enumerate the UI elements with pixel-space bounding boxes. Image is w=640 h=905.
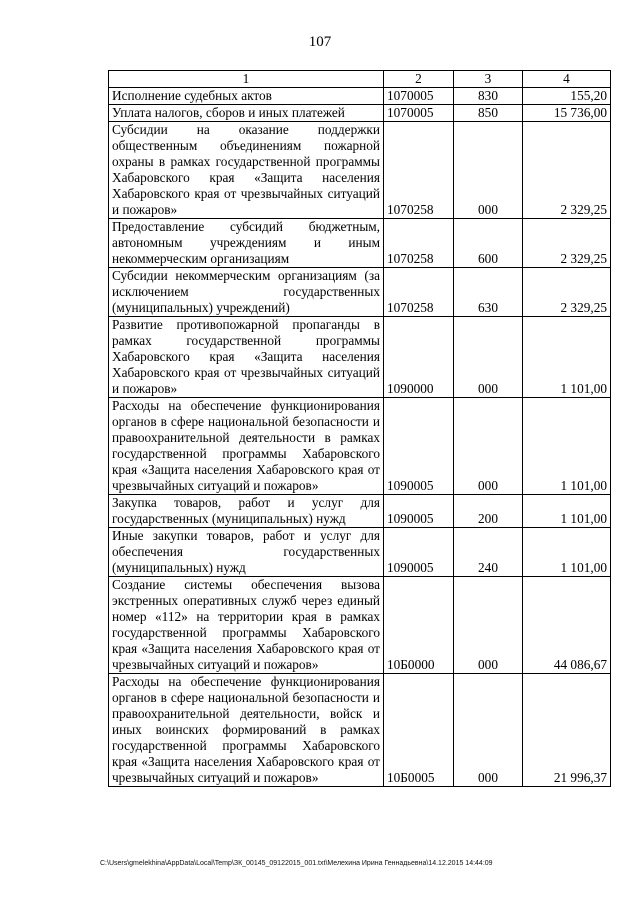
- column-header-type: 3: [454, 71, 523, 88]
- table-row: [109, 105, 611, 122]
- row-description: Уплата налогов, сборов и иных платежей: [109, 105, 384, 122]
- row-target-code: 10Б0005: [384, 674, 454, 787]
- row-expense-type: 000: [454, 674, 523, 787]
- table-row: [109, 219, 611, 268]
- row-expense-type: 830: [454, 88, 523, 105]
- row-description: Субсидии некоммерческим организациям (за исключением государственных (муниципальных) учреждений): [109, 268, 384, 317]
- row-description: Субсидии на оказание поддержки общественным объединениям пожарной охраны в рамках государственной программы Хабаровского края «Защита населения Хабаровского края от чрезвычайных ситуаций и пожаров»: [109, 122, 384, 219]
- column-header-code: 2: [384, 71, 454, 88]
- table-row: [109, 577, 611, 674]
- row-target-code: 1090000: [384, 317, 454, 398]
- row-description: Развитие противопожарной пропаганды в рамках государственной программы Хабаровского края «Защита населения Хабаровского края от чрезвычайных ситуаций и пожаров»: [109, 317, 384, 398]
- row-expense-type: 000: [454, 317, 523, 398]
- row-description: Предоставление субсидий бюджетным, автономным учреждениям и иным некоммерческим организациям: [109, 219, 384, 268]
- document-footer-path: C:\Users\gmelekhina\AppData\Local\Temp\ЗК_00145_09122015_001.txt\Мелехина Ирина Геннадьевна\14.12.2015 14:44:09: [100, 860, 493, 867]
- row-target-code: 1070005: [384, 88, 454, 105]
- row-expense-type: 000: [454, 577, 523, 674]
- table-row: [109, 88, 611, 105]
- row-amount: 21 996,37: [523, 674, 611, 787]
- table-row: [109, 495, 611, 528]
- row-description: Исполнение судебных актов: [109, 88, 384, 105]
- row-amount: 1 101,00: [523, 495, 611, 528]
- row-target-code: 1090005: [384, 495, 454, 528]
- row-expense-type: 200: [454, 495, 523, 528]
- row-target-code: 1070258: [384, 268, 454, 317]
- row-amount: 2 329,25: [523, 219, 611, 268]
- page-number: 107: [308, 34, 332, 50]
- row-target-code: 1070258: [384, 219, 454, 268]
- row-expense-type: 240: [454, 528, 523, 577]
- row-amount: 1 101,00: [523, 398, 611, 495]
- table-header-row: [109, 71, 611, 88]
- row-description: Создание системы обеспечения вызова экстренных оперативных служб через единый номер «112» на территории края в рамках государственной программы Хабаровского края «Защита населения Хабаровского края от чрезвычайных ситуаций и пожаров»: [109, 577, 384, 674]
- row-description: Иные закупки товаров, работ и услуг для обеспечения государственных (муниципальных) нужд: [109, 528, 384, 577]
- row-description: Закупка товаров, работ и услуг для государственных (муниципальных) нужд: [109, 495, 384, 528]
- table-row: [109, 268, 611, 317]
- table-row: [109, 317, 611, 398]
- row-amount: 15 736,00: [523, 105, 611, 122]
- row-target-code: 1070258: [384, 122, 454, 219]
- row-amount: 44 086,67: [523, 577, 611, 674]
- table-row: [109, 398, 611, 495]
- row-amount: 2 329,25: [523, 268, 611, 317]
- row-expense-type: 600: [454, 219, 523, 268]
- row-target-code: 1070005: [384, 105, 454, 122]
- row-description: Расходы на обеспечение функционирования органов в сфере национальной безопасности и правоохранительной деятельности, войск и иных воинских формирований в рамках государственной программы Хабаровского края «Защита населения Хабаровского края от чрезвычайных ситуаций и пожаров»: [109, 674, 384, 787]
- column-header-sum: 4: [523, 71, 611, 88]
- row-amount: 1 101,00: [523, 528, 611, 577]
- row-expense-type: 630: [454, 268, 523, 317]
- row-expense-type: 000: [454, 122, 523, 219]
- row-target-code: 1090005: [384, 528, 454, 577]
- row-expense-type: 850: [454, 105, 523, 122]
- row-target-code: 1090005: [384, 398, 454, 495]
- budget-table: [108, 70, 611, 787]
- row-description: Расходы на обеспечение функционирования органов в сфере национальной безопасности и правоохранительной деятельности в рамках государственной программы Хабаровского края «Защита населения Хабаровского края от чрезвычайных ситуаций и пожаров»: [109, 398, 384, 495]
- row-amount: 155,20: [523, 88, 611, 105]
- row-target-code: 10Б0000: [384, 577, 454, 674]
- table-row: [109, 528, 611, 577]
- column-header-description: 1: [109, 71, 384, 88]
- row-expense-type: 000: [454, 398, 523, 495]
- table-row: [109, 674, 611, 787]
- table-row: [109, 122, 611, 219]
- row-amount: 1 101,00: [523, 317, 611, 398]
- row-amount: 2 329,25: [523, 122, 611, 219]
